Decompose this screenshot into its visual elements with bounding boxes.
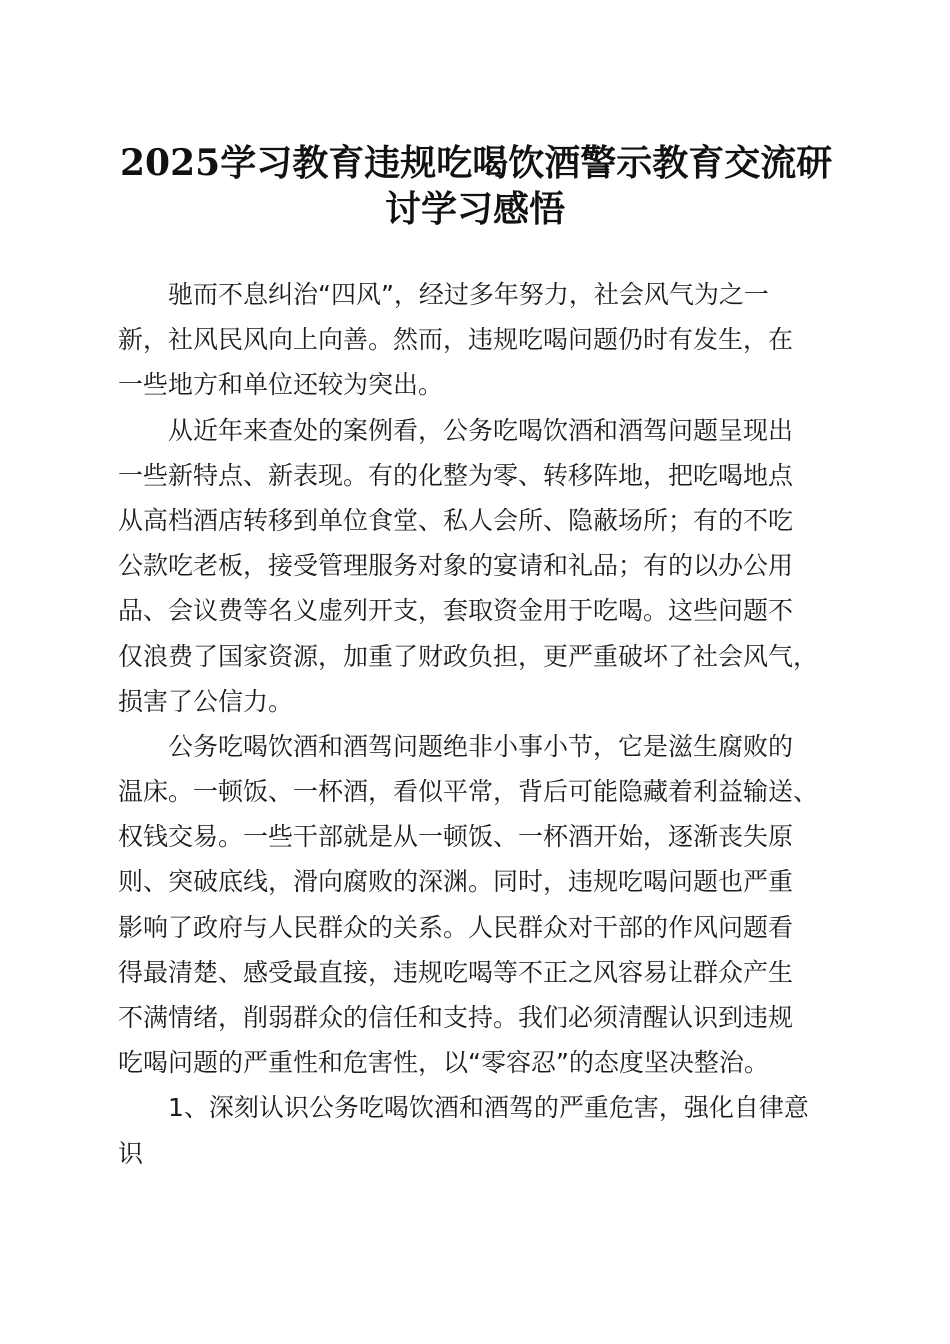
- paragraph-line: 权钱交易。一些干部就是从一顿饭、一杯酒开始，逐渐丧失原: [118, 822, 794, 852]
- document-title: [120, 140, 833, 232]
- paragraph-line: 不满情绪，削弱群众的信任和支持。我们必须清醒认识到违规: [118, 1003, 794, 1032]
- paragraph-1: [118, 272, 838, 408]
- paragraph-2: [118, 408, 838, 724]
- paragraph-line: 公款吃老板，接受管理服务对象的宴请和礼品；有的以办公用: [118, 551, 794, 581]
- paragraph-line: 新，社风民风向上向善。然而，违规吃喝问题仍时有发生，在: [118, 325, 794, 355]
- paragraph-line: 品、会议费等名义虚列开支，套取资金用于吃喝。这些问题不: [118, 596, 794, 626]
- paragraph-line: 吃喝问题的严重性和危害性，以“零容忍”的态度坚决整治。: [118, 1048, 769, 1078]
- paragraph-line: 公务吃喝饮酒和酒驾问题绝非小事小节，它是滋生腐败的: [168, 731, 794, 761]
- paragraph-line: 一些地方和单位还较为突出。: [118, 370, 444, 400]
- paragraph-line: 从近年来查处的案例看，公务吃喝饮酒和酒驾问题呈现出: [168, 415, 794, 445]
- paragraph-line: 一些新特点、新表现。有的化整为零、转移阵地，把吃喝地点: [118, 460, 794, 490]
- document-body: [118, 272, 838, 1176]
- paragraph-line: 则、突破底线，滑向腐败的深渊。同时，违规吃喝问题也严重: [118, 867, 794, 897]
- paragraph-line: 得最清楚、感受最直接，违规吃喝等不正之风容易让群众产生: [118, 957, 794, 987]
- paragraph-line: 仅浪费了国家资源，加重了财政负担，更严重破坏了社会风气，: [118, 641, 819, 671]
- title-line-1: 2025学习教育违规吃喝饮酒警示教育交流研: [120, 142, 833, 184]
- title-line-2: 讨学习感悟: [384, 188, 565, 230]
- paragraph-line: 温床。一顿饭、一杯酒，看似平常，背后可能隐藏着利益输送、: [118, 777, 819, 807]
- paragraph-line: 驰而不息纠治“四风”，经过多年努力，社会风气为之一: [168, 280, 769, 309]
- paragraph-line: 识: [118, 1138, 144, 1168]
- paragraph-line: 1、深刻认识公务吃喝饮酒和酒驾的严重危害，强化自律意: [168, 1093, 809, 1123]
- paragraph-line: 从高档酒店转移到单位食堂、私人会所、隐蔽场所；有的不吃: [118, 505, 794, 535]
- paragraph-line: 影响了政府与人民群众的关系。人民群众对干部的作风问题看: [118, 912, 794, 942]
- paragraph-line: 损害了公信力。: [118, 686, 294, 716]
- paragraph-4-heading: [118, 1085, 838, 1175]
- paragraph-3: [118, 724, 838, 1086]
